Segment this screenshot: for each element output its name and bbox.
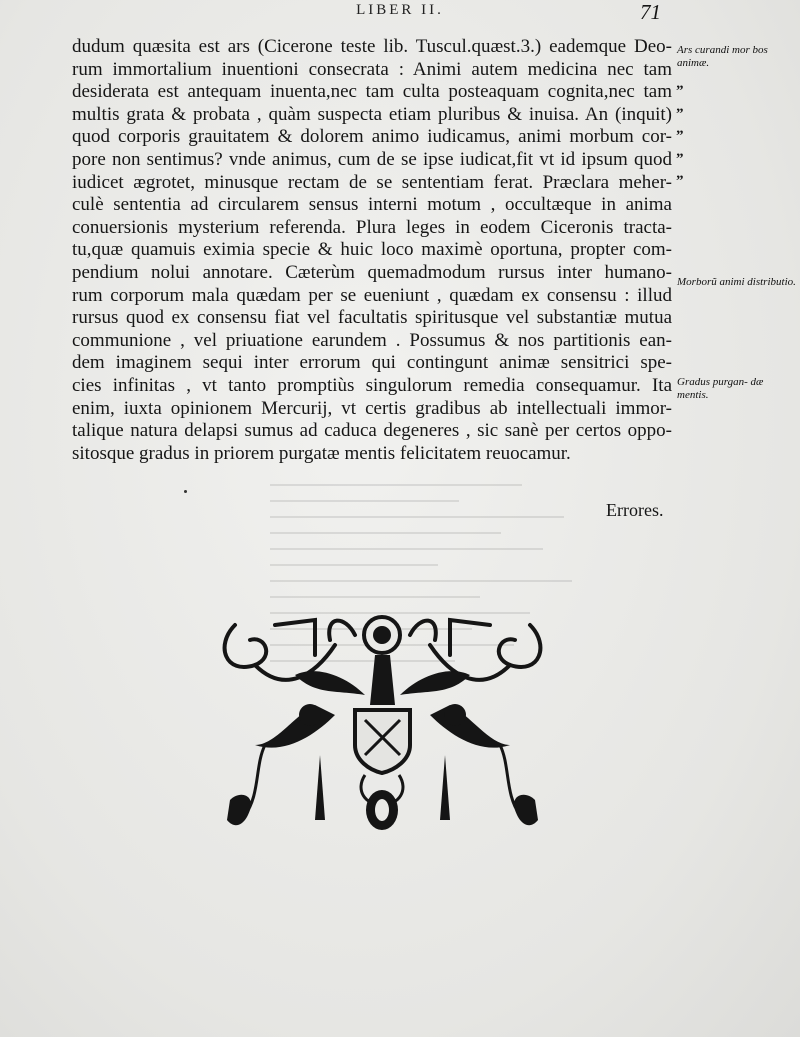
text-line: talique natura delapsi sumus ad caduca degeneres , sic sanè per certos oppo- xyxy=(72,420,672,442)
text-line: communione , vel priuatione earundem . Possumus & nos partitionis ean- xyxy=(72,329,672,351)
text-line: rum corporum mala quædam per se eueniunt , quædam ex consensu : illud xyxy=(72,284,672,306)
text-line: dudum quæsita est ars (Cicerone teste lib. Tuscul.quæst.3.) eademque Deo- xyxy=(72,36,672,57)
text-line: dem imaginem sequi inter errorum qui contingunt animæ sensitrici spe- xyxy=(72,352,672,374)
text-line: rursus quod ex consensu fiat vel facultatis spiritusque vel substantiæ mutua xyxy=(72,307,672,329)
text-line: rum immortalium inuentioni consecrata : Animi autem medicina nec tam xyxy=(72,58,672,80)
text-line: tu,quæ quamuis eximia specie & huic loco maximè oportuna, propter com- xyxy=(72,239,672,261)
text-line: cies infinitas , vt tanto promptiùs singulorum remedia consequamur. Ita xyxy=(72,374,672,396)
body-text xyxy=(72,36,672,465)
margin-note-ars-curandi: Ars curandi mor bos animæ. xyxy=(677,44,768,69)
text-line: pendium nolui annotare. Cæterùm quemadmodum rursus inter humano- xyxy=(72,261,672,283)
text-line: culè sententia ad circularem sensus interni motum , occultæque in anima xyxy=(72,194,672,216)
text-line: sitosque gradus in priorem purgatæ mentis felicitatem reuocamur. xyxy=(72,442,571,464)
text-line: quod corporis grauitatem & dolorem animo iudicamus, animi morbum cor- xyxy=(72,126,672,148)
running-title: LIBER II. xyxy=(356,2,444,18)
text-line: pore non sentimus? vnde animus, cum de se ipse iudicat,fit vt id ipsum quod xyxy=(72,148,672,170)
ink-speck xyxy=(184,490,187,493)
catchword: Errores. xyxy=(606,500,664,520)
page-number: 71 xyxy=(640,0,661,24)
woodcut-ornament xyxy=(215,605,550,845)
text-line: enim, iuxta opinionem Mercurij, vt certis gradibus ab intellectuali immor- xyxy=(72,397,672,419)
margin-note-gradus: Gradus purgan- dæ mentis. xyxy=(677,376,764,401)
quote-mark: ” xyxy=(676,173,684,190)
text-line: desiderata est antequam inuenta,nec tam culta posteaquam cognita,nec tam xyxy=(72,81,672,103)
quote-mark: ” xyxy=(676,150,684,167)
quote-mark: ” xyxy=(676,128,684,145)
margin-note-morborum: Morborũ animi distributio. xyxy=(677,276,796,288)
quote-mark: ” xyxy=(676,105,684,122)
text-line: multis grata & probata , quàm suspecta etiam pluribus & inuisa. An (inquit) xyxy=(72,103,672,125)
text-line: iudicet ægrotet, minusque rectam de se sententiam ferat. Præclara meher- xyxy=(72,171,672,193)
marginal-quote-marks xyxy=(676,80,696,193)
text-line: conuersionis mysterium referenda. Plura leges in eodem Ciceronis tracta- xyxy=(72,216,672,238)
quote-mark: ” xyxy=(676,83,684,99)
